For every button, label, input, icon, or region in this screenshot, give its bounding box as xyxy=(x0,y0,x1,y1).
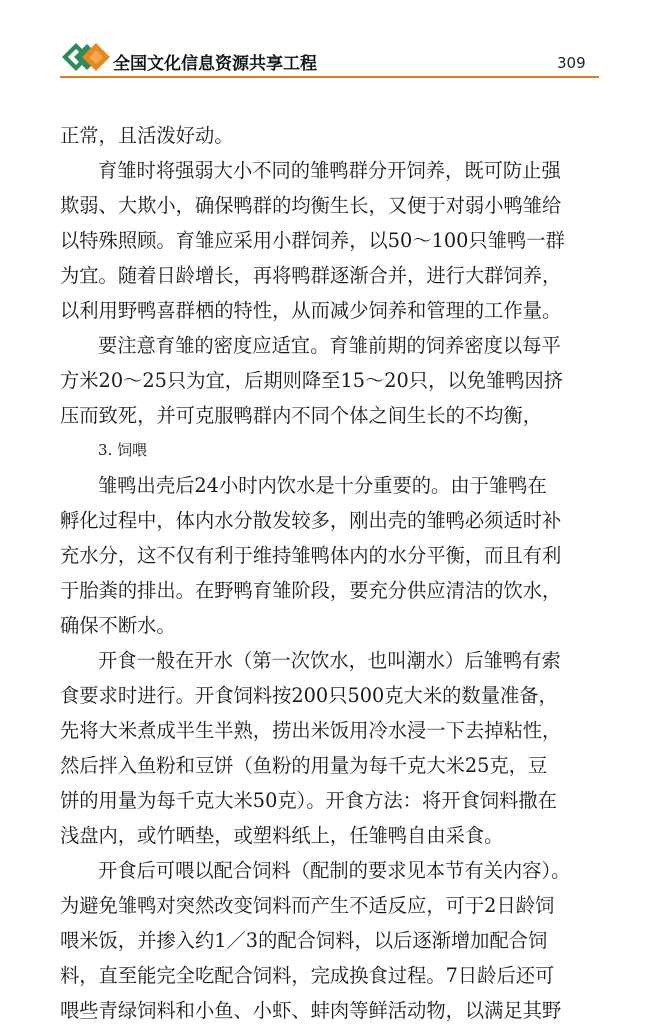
text-line: 正常，且活泼好动。 xyxy=(60,124,234,147)
body-text xyxy=(60,118,590,1028)
paragraph-first-line: 开食一般在开水（第一次饮水，也叫潮水）后雏鸭有索 xyxy=(98,649,561,672)
text-line: 于胎粪的排出。在野鸭育雏阶段，要充分供应清洁的饮水， xyxy=(60,579,562,602)
text-line: 以特殊照顾。育雏应采用小群饲养，以50～100只雏鸭一群 xyxy=(60,229,565,252)
text-line: 孵化过程中，体内水分散发较多，刚出壳的雏鸭必须适时补 xyxy=(60,509,562,532)
paragraph-first-line: 雏鸭出壳后24小时内饮水是十分重要的。由于雏鸭在 xyxy=(98,474,547,497)
text-line: 食要求时进行。开食饲料按200只500克大米的数量准备， xyxy=(60,684,558,707)
paragraph-first-line: 要注意育雏的密度应适宜。育雏前期的饲养密度以每平 xyxy=(98,334,561,357)
text-line: 确保不断水。 xyxy=(60,614,176,637)
logo-icon xyxy=(62,41,112,73)
text-line: 充水分，这不仅有利于维持雏鸭体内的水分平衡，而且有利 xyxy=(60,544,562,567)
text-line: 饼的用量为每千克大米50克）。开食方法：将开食饲料撒在 xyxy=(60,789,557,812)
text-line: 压而致死，并可克服鸭群内不同个体之间生长的不均衡， xyxy=(60,404,543,427)
text-line: 料，直至能完全吃配合饲料，完成换食过程。7日龄后还可 xyxy=(60,964,555,987)
page-number: 309 xyxy=(557,54,586,72)
text-line: 为宜。随着日龄增长，再将鸭群逐渐合并，进行大群饲养， xyxy=(60,264,562,287)
text-line: 先将大米煮成半生半熟，捞出米饭用冷水浸一下去掉粘性， xyxy=(60,719,562,742)
header-title: 全国文化信息资源共享工程 xyxy=(113,54,317,74)
header-divider xyxy=(60,76,599,78)
text-line: 方米20～25只为宜，后期则降至15～20只，以免雏鸭因挤 xyxy=(60,369,564,392)
text-line: 以利用野鸭喜群栖的特性，从而减少饲养和管理的工作量。 xyxy=(60,299,562,322)
paragraph-first-line: 育雏时将强弱大小不同的雏鸭群分开饲养，既可防止强 xyxy=(98,159,561,182)
text-line: 喂米饭，并掺入约1／3的配合饲料，以后逐渐增加配合饲 xyxy=(60,929,548,952)
paragraph-first-line: 开食后可喂以配合饲料（配制的要求见本节有关内容）。 xyxy=(98,859,571,882)
section-heading: 3. 饲喂 xyxy=(98,441,148,459)
text-line: 然后拌入鱼粉和豆饼（鱼粉的用量为每千克大米25克，豆 xyxy=(60,754,548,777)
text-line: 为避免雏鸭对突然改变饲料而产生不适反应，可于2日龄饲 xyxy=(60,894,555,917)
page-header xyxy=(0,0,646,80)
text-line: 欺弱、大欺小，确保鸭群的均衡生长，又便于对弱小鸭雏给 xyxy=(60,194,562,217)
text-line: 浅盘内，或竹晒垫，或塑料纸上，任雏鸭自由采食。 xyxy=(60,824,504,847)
text-line: 喂些青绿饲料和小鱼、小虾、蚌肉等鲜活动物，以满足其野 xyxy=(60,999,562,1022)
